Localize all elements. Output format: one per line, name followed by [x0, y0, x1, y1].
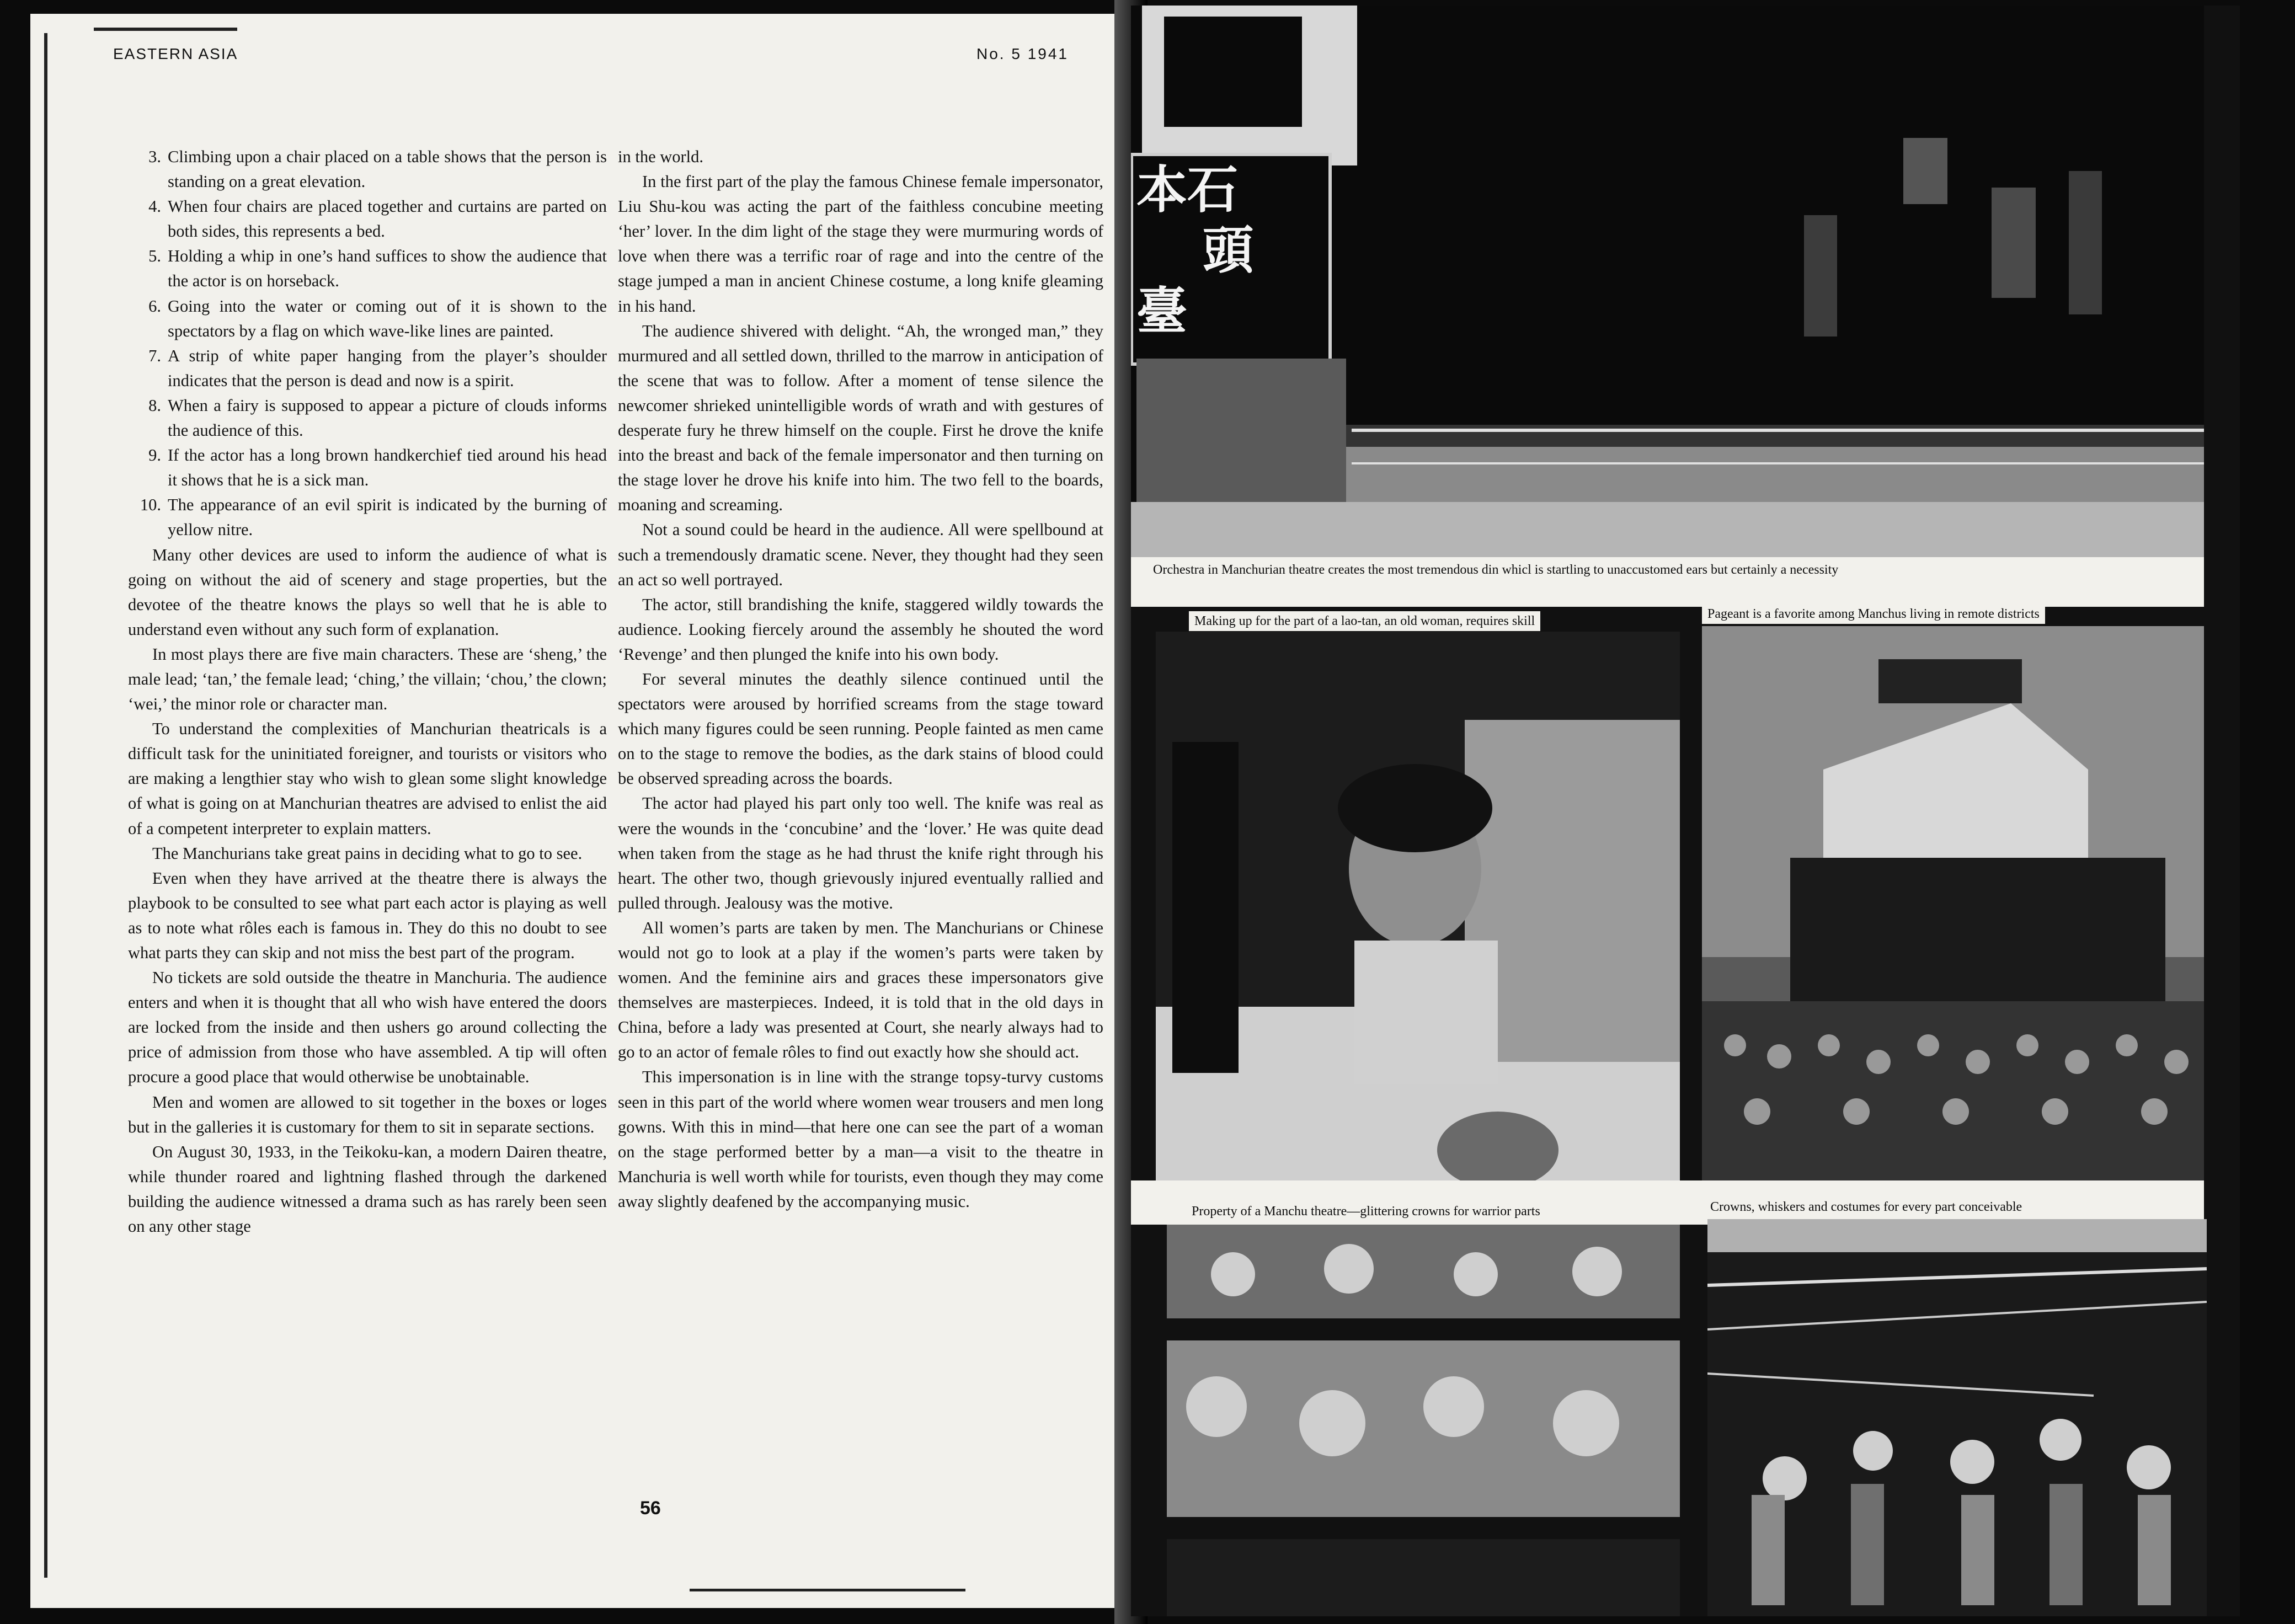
paragraph: All women’s parts are taken by men. The Manchurians or Chinese would not go to look at a play if the women’s parts were taken by women. And the feminine airs and graces these impersonators give themselves are masterpieces. Indeed, it is told that in the old days in China, before a lady was presented at Court, she nearly always had to go to an actor of female rôles to find out exactly how she should act.	[618, 918, 1103, 1062]
paragraph: Even when they have arrived at the theatre there is always the playbook to be consulted to see what part each actor is playing as well as to note what rôles each is famous in. They do this no doubt to see what parts they can skip and not miss the best part of the program.	[128, 868, 607, 962]
text-column-2	[618, 145, 1103, 1214]
list-item-text: A strip of white paper hanging from the player’s shoulder indicates that the person is dead and now is a spirit.	[168, 346, 607, 390]
list-item-text: If the actor has a long brown handkerchief tied around his head it shows that he is a sick man.	[168, 446, 607, 490]
list-item-text: The appearance of an evil spirit is indicated by the burning of yellow nitre.	[168, 495, 607, 539]
paragraph: To understand the complexities of Manchurian theatricals is a difficult task for the uninitiated foreigner, and tourists or visitors who are making a lengthier stay who wish to glean some slight knowledge of what is going on at Manchurian theatres are advised to enlist the aid of a competent interpreter to explain matters.	[128, 719, 607, 838]
list-item	[128, 393, 607, 443]
list-item-number: 10.	[140, 495, 161, 515]
paragraph: In the first part of the play the famous Chinese female impersonator, Liu Shu-kou was acting the part of the faithless concubine meeting ‘her’ lover. In the dim light of the stage they were murmuring words of love when there was a terrific roar of rage and into the centre of the stage jumped a man in ancient Chinese costume, a long knife gleaming in his hand.	[618, 172, 1103, 316]
makeup-photo	[1156, 632, 1680, 1180]
list-item-number: 8.	[148, 396, 161, 415]
paragraph: On August 30, 1933, in the Teikoku-kan, a modern Dairen theatre, while thunder roared and lightning flashed through the darkened building the audience witnessed a drama such as has rarely been seen on any other stage	[128, 1142, 607, 1236]
right-page	[1131, 6, 2240, 1616]
list-item-text: Climbing upon a chair placed on a table shows that the person is standing on a great elevation.	[168, 147, 607, 191]
list-item	[128, 145, 607, 194]
list-item	[128, 344, 607, 393]
paragraph: The actor, still brandishing the knife, staggered wildly towards the audience. Looking fiercely around the assembly he shouted the word ‘Revenge’ and then plunged the knife into his own body.	[618, 595, 1103, 664]
list-item-text: When four chairs are placed together and curtains are parted on both sides, this represents a bed.	[168, 197, 607, 241]
list-item-number: 6.	[148, 296, 161, 316]
property-caption: Property of a Manchu theatre—glittering crowns for warrior parts	[1186, 1201, 1546, 1221]
list-item-text: Going into the water or coming out of it is shown to the spectators by a flag on which wave-like lines are painted.	[168, 296, 607, 340]
paragraph: Not a sound could be heard in the audience. All were spellbound at such a tremendously dramatic scene. Never, they thought had they seen an act so well portrayed.	[618, 520, 1103, 589]
crowns-photo-image	[1707, 1219, 2207, 1616]
property-photo-image	[1167, 1225, 1680, 1616]
list-item	[128, 194, 607, 244]
paragraph: This impersonation is in line with the strange topsy-turvy customs seen in this part of the world where women wear trousers and men long gowns. With this in mind—that here one can see the part of a woman on the stage performed better by a man—a visit to the theatre in Manchuria is well worth while for tourists, even though they may come away slightly deafened by the accompanying music.	[618, 1067, 1103, 1211]
list-item-text: Holding a whip in one’s hand suffices to show the audience that the actor is on horseback.	[168, 247, 607, 291]
paragraph: The audience shivered with delight. “Ah, the wronged man,” they murmured and all settled down, thrilled to the marrow in anticipation of the scene that was to follow. After a moment of tense silence the newcomer shrieked unintelligible words of wrath and with gestures of desperate fury he threw himself on the couple. First he drove the knife into the breast and back of the female impersonator and then turning on the stage lover he drove his knife into him. The two fell to the boards, moaning and screaming.	[618, 321, 1103, 515]
list-item-number: 3.	[148, 147, 161, 166]
list-item-number: 7.	[148, 346, 161, 365]
list-item	[128, 294, 607, 344]
page-number: 56	[640, 1498, 661, 1519]
paragraph: For several minutes the deathly silence continued until the spectators were aroused by horrified screams from the stage toward which many figures could be seen running. People fainted as men came on to the stage to remove the bodies, as the dark stains of blood could be observed spreading across the boards.	[618, 669, 1103, 788]
list-item-text: When a fairy is supposed to appear a picture of clouds informs the audience of this.	[168, 396, 607, 440]
list-item	[128, 443, 607, 493]
chinese-signage	[1136, 160, 1346, 342]
paragraph: in the world.	[618, 147, 704, 166]
list-item	[128, 244, 607, 293]
paragraph: Men and women are allowed to sit together in the boxes or loges but in the galleries it is customary for them to sit in separate sections.	[128, 1092, 607, 1136]
crowns-photo	[1707, 1219, 2207, 1616]
paragraph: The Manchurians take great pains in deciding what to go to see.	[152, 843, 583, 863]
makeup-caption: Making up for the part of a lao-tan, an old woman, requires skill	[1189, 611, 1540, 631]
scan-speck	[44, 33, 47, 1578]
text-column-1	[128, 145, 607, 1239]
list-item-number: 5.	[148, 247, 161, 266]
list-item-number: 4.	[148, 197, 161, 216]
property-photo	[1167, 1225, 1680, 1616]
scan-speck	[690, 1589, 965, 1591]
chinese-signage-line: 頭	[1203, 221, 1254, 280]
chinese-signage-line: 本石	[1136, 161, 1239, 220]
crowns-caption: Crowns, whiskers and costumes for every part conceivable	[1705, 1197, 2027, 1217]
list-item-number: 9.	[148, 446, 161, 465]
paragraph: The actor had played his part only too well. The knife was real as were the wounds in the ‘concubine’ and the ‘lover.’ He was quite dead when taken from the stage as he had thrust the knife right through his heart. The other two, though grievously injured eventually rallied and pulled through. Jealousy was the motive.	[618, 794, 1103, 912]
chinese-signage-line: 臺	[1136, 282, 1188, 341]
paragraph: Many other devices are used to inform the audience of what is going on without the aid of scenery and stage properties, but the devotee of the theatre knows the plays so well that he is able to understand even without any such form of explanation.	[128, 545, 607, 639]
orchestra-caption: Orchestra in Manchurian theatre creates the most tremendous din whicl is startling to unaccustomed ears but certainly a necessity	[1148, 560, 1844, 580]
makeup-photo-image	[1156, 632, 1680, 1180]
pageant-photo-image	[1702, 626, 2204, 1180]
pageant-caption: Pageant is a favorite among Manchus living in remote districts	[1702, 604, 2045, 624]
orchestra-photo	[1131, 6, 2204, 557]
paragraph: In most plays there are five main characters. These are ‘sheng,’ the male lead; ‘tan,’ the female lead; ‘ching,’ the villain; ‘chou,’ the clown; ‘wei,’ the minor role or character man.	[128, 644, 607, 714]
list-item	[128, 493, 607, 542]
running-head: EASTERN ASIA	[113, 45, 238, 62]
paragraph: No tickets are sold outside the theatre in Manchuria. The audience enters and when it is thought that all who wish have entered the doors are locked from the inside and then ushers go around collecting the price of admission from those who have assembled. A tip will often procure a good place that would otherwise be unobtainable.	[128, 968, 607, 1087]
pageant-photo	[1702, 626, 2204, 1180]
issue-number: No. 5 1941	[976, 45, 1069, 62]
scan-speck	[94, 28, 237, 31]
